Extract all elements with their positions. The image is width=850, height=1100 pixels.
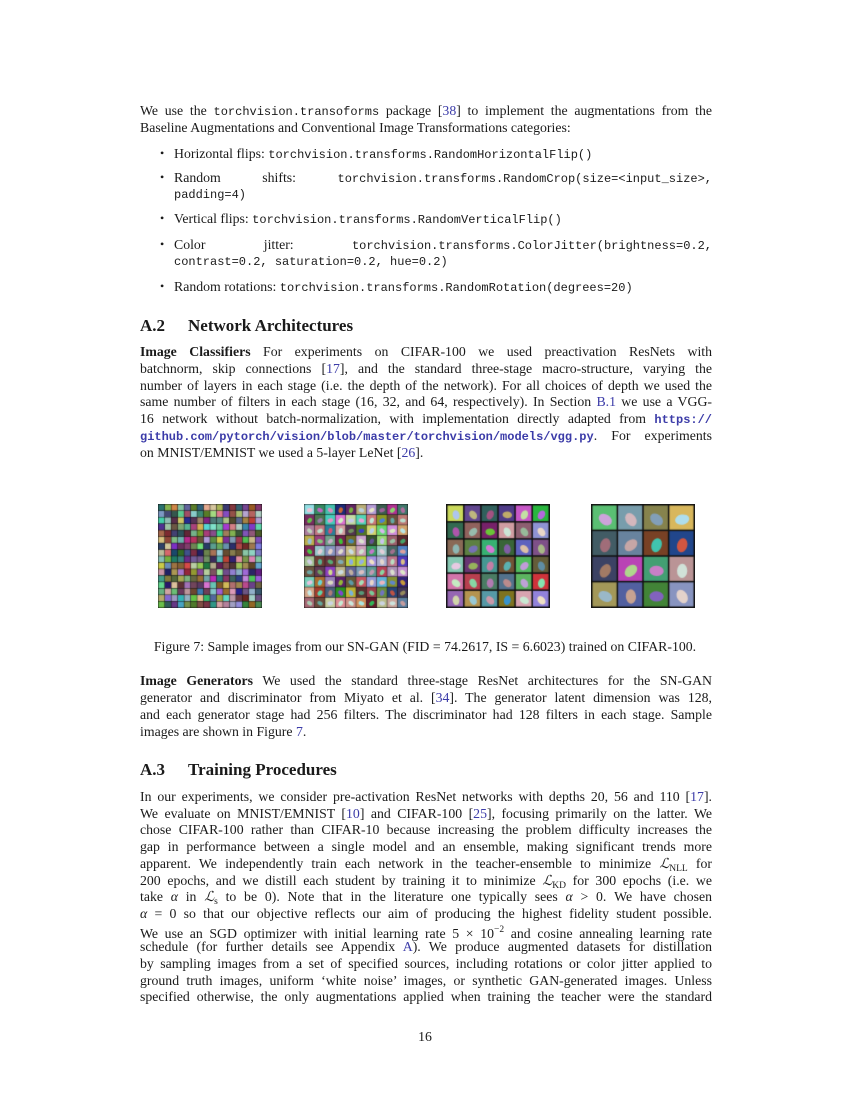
math-subscript: s [214, 897, 218, 908]
text: gap in performance between a single model and an ensemble, making significant trends more [140, 839, 712, 855]
citation-link[interactable]: 34 [435, 690, 450, 705]
text-line [140, 938, 712, 955]
text-line [140, 788, 712, 805]
text: ]. [703, 789, 712, 804]
text: Color jitter: [174, 237, 352, 252]
text-line [140, 360, 712, 377]
math-symbol: ℒ [204, 889, 215, 905]
text: chose CIFAR-100 rather than CIFAR-10 because increasing the problem difficulty increases the [140, 822, 712, 838]
text: in [177, 889, 205, 905]
text-line [174, 252, 712, 271]
text: ], focusing primarily on the latter. We [486, 805, 712, 821]
math-symbol: α [170, 889, 178, 905]
text-line [140, 955, 712, 972]
section-title: Training Procedures [188, 760, 337, 779]
text: Baseline Augmentations and Conventional Image Transformations categories: [140, 120, 571, 135]
text: . [302, 724, 307, 739]
figure-caption: Figure 7: Sample images from our SN-GAN (FID = 74.2617, IS = 6.6023) trained on CIFAR-100. [153, 639, 697, 654]
section-number: A.3 [140, 760, 166, 779]
text: We evaluate on MNIST/EMNIST [ [140, 805, 347, 821]
text-line [140, 689, 712, 706]
math-symbol: ℒ [542, 872, 553, 888]
citation-link[interactable]: 25 [473, 805, 487, 821]
text: For experiments on CIFAR-100 we used preactivation ResNets with [250, 344, 713, 359]
text: Vertical flips: [174, 211, 253, 226]
section-title: Network Architectures [188, 316, 354, 335]
bullet-icon: • [160, 279, 165, 293]
citation-link[interactable]: 26 [401, 444, 416, 460]
text-line [174, 185, 712, 204]
text: ], and the standard three-stage macro-structure, varying the [339, 360, 712, 376]
url-link[interactable]: https:// [654, 413, 712, 428]
sample-image-grid-4 [591, 504, 695, 608]
text: images are shown in Figure [140, 724, 296, 739]
code-text: torchvision.transforms.RandomCrop(size=<input_size>, [337, 172, 712, 186]
paragraph-heading: Image Classifiers [140, 344, 251, 359]
text: We use the [140, 103, 214, 118]
text: In our experiments, we consider pre-activation ResNet networks with depths 20, 56 and 110 [ [140, 789, 691, 804]
text: = 0 so that our objective reflects our aim of producing the highest fidelity student possible. [147, 905, 712, 921]
text: on MNIST/EMNIST we used a 5-layer LeNet [ [140, 444, 402, 460]
section-number: A.2 [140, 316, 166, 335]
citation-link[interactable]: 38 [442, 103, 457, 118]
citation-link[interactable]: 17 [326, 360, 340, 376]
bullet-icon: • [160, 211, 165, 225]
text-line [140, 821, 712, 838]
text: apparent. We independently train each network in the teacher-ensemble to minimize [140, 855, 660, 871]
text-line [140, 905, 712, 922]
text: and each generator stage had 256 filters. The discriminator had 128 filters in each stage. Sample [140, 707, 712, 722]
text: ]. [415, 444, 424, 460]
text-line [174, 278, 712, 297]
text-line [140, 988, 712, 1005]
text: package [ [379, 103, 443, 118]
code-text: torchvision.transforms.RandomVerticalFlip() [252, 213, 562, 227]
text: Horizontal flips: [174, 146, 269, 161]
math-superscript: −2 [494, 924, 505, 935]
text-line [174, 145, 712, 164]
text: ] to implement the augmentations from the [456, 103, 712, 118]
paragraph-heading: Image Generators [140, 673, 254, 688]
bullet-icon: • [160, 170, 165, 184]
page-number: 16 [418, 1029, 432, 1044]
sample-image-grid-2 [304, 504, 408, 608]
url-link[interactable]: github.com/pytorch/vision/blob/master/torchvision/models/vgg.py [140, 430, 594, 444]
text: to be 0). Note that in the literature one typically sees [217, 889, 566, 905]
text: 16 network without batch-normalization, with implementation directly adapted from [140, 411, 655, 427]
text: We use an SGD optimizer with initial learning rate 5 × 10 [140, 925, 495, 941]
text-line [174, 210, 712, 229]
text: Random shifts: [174, 170, 338, 185]
citation-link[interactable]: 17 [690, 789, 704, 804]
code-text: torchvision.transforms.ColorJitter(brightness=0.2, [351, 239, 712, 253]
math-subscript: KD [552, 880, 566, 891]
text-line [140, 444, 712, 461]
text: . For experiments [593, 428, 712, 443]
text: ). We produce augmented datasets for distillation [412, 939, 712, 955]
math-symbol: α [140, 905, 148, 921]
text: ] and CIFAR-100 [ [359, 805, 474, 821]
text: same number of filters in each stage (16, 32, and 64, respectively). In Section [140, 394, 597, 410]
text: for [687, 855, 712, 871]
math-symbol: ℒ [659, 855, 670, 871]
text-line [140, 838, 712, 855]
text: specified otherwise, the only augmentations applied when training the teacher were the standard [140, 989, 712, 1005]
code-text: torchvision.transforms.RandomHorizontalFlip() [268, 148, 593, 162]
text: batchnorm, skip connections [ [140, 360, 327, 376]
text-line [140, 805, 712, 822]
citation-link[interactable]: B.1 [596, 394, 616, 410]
text: for 300 epochs (i.e. we [565, 872, 712, 888]
text: schedule (for further details see Appendix [140, 939, 403, 955]
sample-image-grid-3 [446, 504, 550, 608]
text: 200 epochs, and we distill each student by training it to minimize [140, 872, 543, 888]
math-symbol: α [565, 889, 573, 905]
sample-image-grid-1 [158, 504, 262, 608]
text: and cosine annealing learning rate [504, 925, 712, 941]
text-line [140, 672, 712, 689]
bullet-icon: • [160, 237, 165, 251]
section-heading-a3 [140, 760, 337, 780]
bullet-icon: • [160, 146, 165, 160]
citation-link[interactable]: 7 [295, 724, 303, 739]
code-text: contrast=0.2, saturation=0.2, hue=0.2) [174, 255, 448, 269]
text-line [140, 393, 712, 410]
text: ]. The generator latent dimension was 128, [449, 690, 712, 705]
text-line [140, 343, 712, 360]
citation-link[interactable]: 10 [346, 805, 360, 821]
code-text: torchvision.transforms.RandomRotation(degrees=20) [279, 281, 633, 295]
text-line [140, 706, 712, 723]
math-subscript: NLL [669, 863, 688, 874]
text-line [140, 723, 712, 740]
section-heading-a2 [140, 316, 353, 336]
text: Random rotations: [174, 279, 280, 294]
text: We used the standard three-stage ResNet architectures for the SN-GAN [253, 673, 712, 688]
text: ground truth images, uniform ‘white noise’ images, or synthetic GAN-generated images. Unless [140, 972, 712, 988]
text: by sampling images from a set of specified sources, including rotations or color jitter applied to [140, 956, 712, 971]
text: number of layers in each stage (i.e. the depth of the network). For all choices of depth we used the [140, 377, 712, 393]
text: take [140, 889, 171, 905]
code-text: torchvision.transoforms [213, 105, 380, 119]
text-line [140, 377, 712, 394]
text: generator and discriminator from Miyato et al. [ [140, 690, 436, 705]
text: > 0. We have chosen [572, 889, 712, 905]
text-line [140, 972, 712, 989]
code-text: padding=4) [174, 188, 247, 202]
text: we use a VGG- [616, 394, 713, 410]
text-line [140, 119, 712, 136]
citation-link[interactable]: A [402, 939, 413, 955]
